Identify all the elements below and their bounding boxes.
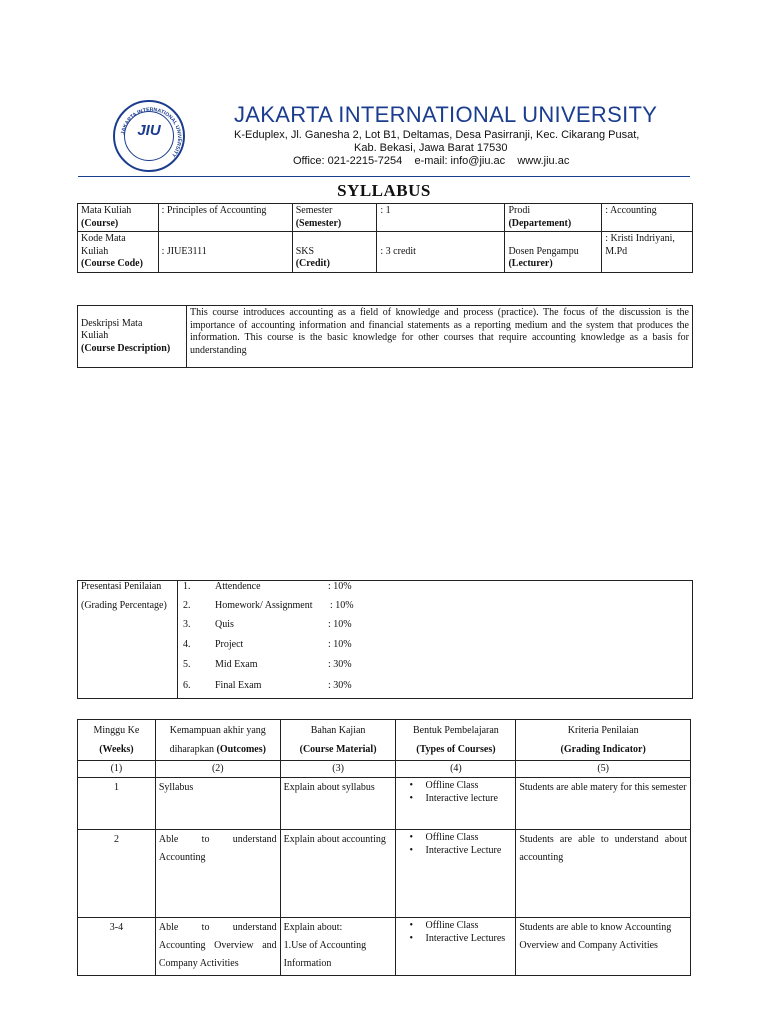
contact-line: Office: 021-2215-7254 e-mail: info@jiu.ac www.jiu.ac <box>293 155 570 167</box>
grading-label-1: Presentasi Penilaian <box>81 581 162 592</box>
week-cell: 1 <box>78 778 156 830</box>
grading-item-value: : 10% <box>330 600 354 611</box>
types-list <box>399 779 512 805</box>
column-number: (4) <box>396 761 516 778</box>
code-label-1: Kode Mata <box>81 233 126 244</box>
plan-header-row <box>78 720 691 761</box>
grading-item-name: Quis <box>215 619 234 630</box>
course-label-cell <box>78 204 159 232</box>
course-label-en: (Course) <box>81 217 119 229</box>
types-list-item: • Interactive lecture <box>399 792 512 805</box>
grading-item-num: 5. <box>183 659 191 670</box>
grading-divider <box>177 581 178 698</box>
header-weeks <box>78 720 156 761</box>
grading-item-num: 1. <box>183 581 191 592</box>
university-name: JAKARTA INTERNATIONAL UNIVERSITY <box>234 102 658 127</box>
document-title: SYLLABUS <box>337 181 431 200</box>
lecturer-value-2: M.Pd <box>605 245 628 257</box>
grading-item-num: 6. <box>183 680 191 691</box>
grading-item-num: 2. <box>183 600 191 611</box>
grading-label-2: (Grading Percentage) <box>81 600 167 611</box>
header-weeks-en: (Weeks) <box>99 744 134 755</box>
description-label-en: (Course Description) <box>81 342 171 354</box>
address-line-2: Kab. Bekasi, Jawa Barat 17530 <box>354 142 508 154</box>
description-row <box>78 306 693 368</box>
plan-row-week-2 <box>78 830 691 918</box>
material-cell: Explain about: <box>283 922 343 933</box>
types-list-item: • Interactive Lecture <box>399 844 512 857</box>
grading-item-value: : 10% <box>328 639 352 650</box>
description-text: This course introduces accounting as a field of knowledge and process (practice). The focus of the discussion is the importance of accounting information and financial statements as a reporting medium and the system that produces the information. This course is the basic knowledge for other courses that require accounting knowledge as a basis for understanding <box>187 306 693 368</box>
material-cell-container <box>280 918 396 976</box>
indicator-cell: Students are able to understand about accounting <box>516 830 691 918</box>
column-number: (2) <box>155 761 280 778</box>
prodi-value: : Accounting <box>602 204 693 232</box>
material-cell-detail: 1.Use of Accounting Information <box>283 940 367 969</box>
header-indicator-id: Kriteria Penilaian <box>567 725 639 736</box>
grading-item-value: : 30% <box>328 659 352 670</box>
types-cell <box>396 918 516 976</box>
outcome-cell: Syllabus <box>155 778 280 830</box>
grading-item-name: Project <box>215 639 244 650</box>
code-value: : JIUE3111 <box>158 232 292 273</box>
types-list-item: • Offline Class <box>399 831 512 844</box>
weekly-plan-table <box>77 719 691 976</box>
column-number: (3) <box>280 761 396 778</box>
column-number: (1) <box>78 761 156 778</box>
indicator-cell: Students are able to know Accounting Overview and Company Activities <box>516 918 691 976</box>
lecturer-label-en: (Lecturer) <box>508 258 553 269</box>
description-label-2: Kuliah <box>81 330 109 342</box>
material-cell: Explain about accounting <box>280 830 396 918</box>
types-cell <box>396 778 516 830</box>
description-label-cell <box>78 306 187 368</box>
grading-item-name: Attendence <box>215 581 261 592</box>
grading-item-num: 4. <box>183 639 191 650</box>
seal-ring-text: JAKARTA INTERNATIONAL UNIVERSITY <box>120 106 183 159</box>
header-divider <box>78 176 690 177</box>
header-types <box>396 720 516 761</box>
university-seal-logo <box>113 100 185 172</box>
sks-label-en: (Credit) <box>295 258 330 269</box>
course-info-row-2 <box>78 232 693 273</box>
course-info-table <box>77 203 693 273</box>
prodi-label-cell <box>505 204 602 232</box>
week-cell: 3-4 <box>78 918 156 976</box>
plan-row-week-1 <box>78 778 691 830</box>
header-weeks-id: Minggu Ke <box>93 725 140 736</box>
types-list-item: • Offline Class <box>399 919 512 932</box>
sks-label: SKS <box>295 245 315 257</box>
address-line-1: K-Eduplex, Jl. Ganesha 2, Lot B1, Deltamas, Desa Pasirranji, Kec. Cikarang Pusat, <box>234 129 640 141</box>
seal-logo-text: JIU <box>137 122 161 139</box>
types-cell <box>396 830 516 918</box>
grading-item-name: Mid Exam <box>215 659 258 670</box>
grading-item-value: : 10% <box>328 581 352 592</box>
prodi-label: Prodi <box>508 205 531 216</box>
lecturer-label-cell <box>505 232 602 273</box>
grading-percentage-box <box>77 580 693 699</box>
header-indicator-en: (Grading Indicator) <box>560 744 646 755</box>
header-outcomes-id2: diharapkan <box>169 744 215 755</box>
course-label: Mata Kuliah <box>81 205 132 216</box>
material-cell: Explain about syllabus <box>280 778 396 830</box>
header-material-en: (Course Material) <box>299 744 377 755</box>
semester-label: Semester <box>295 205 333 216</box>
header-material-id: Bahan Kajian <box>310 725 366 736</box>
indicator-cell: Students are able matery for this semester <box>516 778 691 830</box>
grading-item-value: : 10% <box>328 619 352 630</box>
header-outcomes-en: (Outcomes) <box>216 744 266 755</box>
column-number: (5) <box>516 761 691 778</box>
header-types-id: Bentuk Pembelajaran <box>413 725 499 736</box>
grading-item-name: Final Exam <box>215 680 262 691</box>
lecturer-value-cell <box>602 232 693 273</box>
plan-number-row <box>78 761 691 778</box>
sks-value: : 3 credit <box>377 232 505 273</box>
grading-item-value: : 30% <box>328 680 352 691</box>
header-outcomes-id: Kemampuan akhir yang <box>169 725 266 736</box>
grading-item-name: Homework/ Assignment <box>215 600 313 611</box>
types-list-item: • Interactive Lectures <box>399 932 512 945</box>
course-info-row-1 <box>78 204 693 232</box>
types-list-item: • Offline Class <box>399 779 512 792</box>
code-label-cell <box>78 232 159 273</box>
outcome-cell: Able to understand Accounting Overview and Company Activities <box>155 918 280 976</box>
semester-label-cell <box>292 204 377 232</box>
semester-label-en: (Semester) <box>295 217 342 229</box>
header-indicator <box>516 720 691 761</box>
outcome-cell: Able to understand Accounting <box>155 830 280 918</box>
course-description-table <box>77 305 693 368</box>
plan-row-week-3-4 <box>78 918 691 976</box>
types-list <box>399 919 512 945</box>
header-types-en: (Types of Courses) <box>416 744 496 755</box>
code-label-en: (Course Code) <box>81 258 143 269</box>
course-value: : Principles of Accounting <box>158 204 292 232</box>
types-list <box>399 831 512 857</box>
description-label-1: Deskripsi Mata <box>81 317 143 329</box>
week-cell: 2 <box>78 830 156 918</box>
header-outcomes <box>155 720 280 761</box>
prodi-label-en: (Departement) <box>508 217 572 229</box>
header-material <box>280 720 396 761</box>
code-label-2: Kuliah <box>81 245 109 257</box>
lecturer-label: Dosen Pengampu <box>508 245 579 257</box>
grading-item-num: 3. <box>183 619 191 630</box>
semester-value: : 1 <box>377 204 505 232</box>
sks-label-cell <box>292 232 377 273</box>
lecturer-value-1: : Kristi Indriyani, <box>605 233 675 244</box>
